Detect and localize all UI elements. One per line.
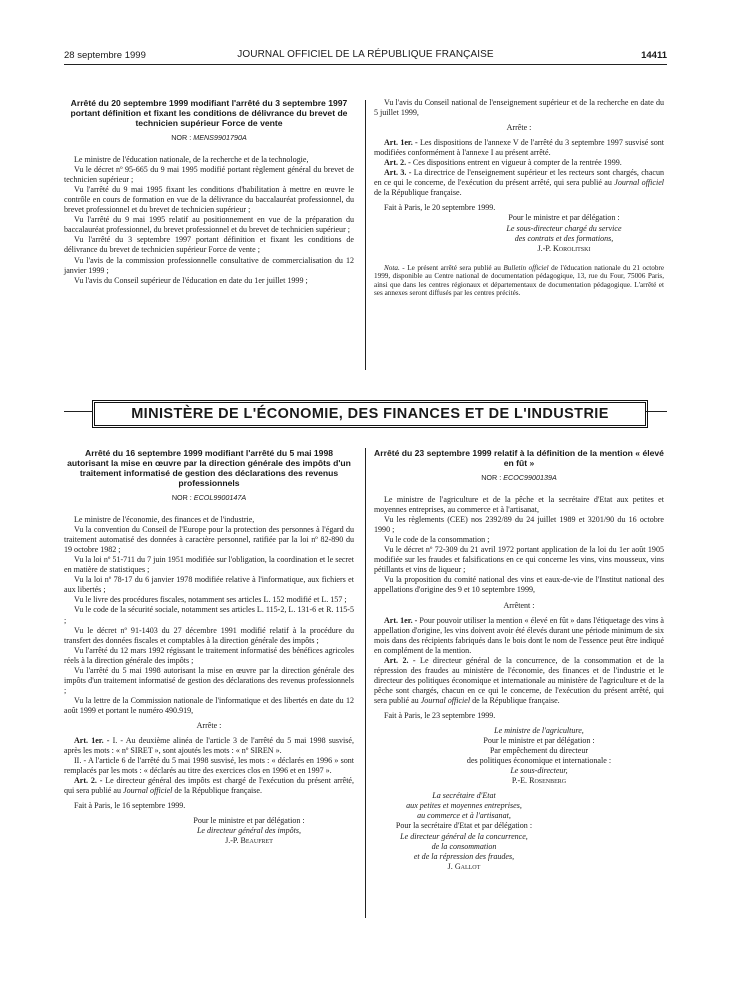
paragraph: Vu la loi nº 78-17 du 6 janvier 1978 modifiée relative à l'informatique, aux fichiers et aux libertés ; xyxy=(64,575,354,595)
bottom-left-column xyxy=(64,448,354,847)
nor-label: NOR : xyxy=(481,473,502,482)
arrete-heading: Arrête : xyxy=(506,123,532,133)
paragraph: Vu l'arrêté du 12 mars 1992 régissant le traitement informatisé des bénéfices agricoles réels à la direction générale des impôts ; xyxy=(64,645,354,665)
paragraph: Vu la convention du Conseil de l'Europe pour la protection des personnes à l'égard du traitement automatisé des données à caractère personnel, ratifiée par la loi nº 82-890 du 19 octobre 1982 ; xyxy=(64,525,354,555)
decree-title: Arrêté du 16 septembre 1999 modifiant l'arrêté du 5 mai 1998 autorisant la mise en œuvre par la direction générale des impôts d'un traitement informatisé de gestion des déclarations des revenus professionnels xyxy=(67,448,351,488)
article-1-section-ii: II. - A l'article 6 de l'arrêté du 5 mai 1998 susvisé, les mots : « déclarés en 1996 » sont remplacés par les mots : « déclarés au titre des exercices clos en 1996 et en 1997 ». xyxy=(64,756,354,776)
article-text: Le directeur général des impôts est chargé de l'exécution du présent arrêté, qui sera publié au xyxy=(64,776,355,796)
paragraph: Vu le livre des procédures fiscales, notamment ses articles L. 152 modifié et L. 157 ; xyxy=(74,595,347,605)
article-label: Art. 3. - xyxy=(384,168,412,178)
journal-name: Journal officiel xyxy=(123,786,173,796)
decree-title: Arrêté du 23 septembre 1999 relatif à la définition de la mention « élevé en fût » xyxy=(374,448,664,468)
paragraph: Vu l'arrêté du 9 mai 1995 relatif au positionnement en vue de la préparation du baccalauréat professionnel, du brevet professionnel et du brevet de technicien supérieur ; xyxy=(64,215,354,235)
signature-line: Le sous-directeur, xyxy=(510,766,568,776)
signature-line: Pour le ministre et par délégation : xyxy=(483,736,595,746)
banner-rule-right xyxy=(645,411,667,412)
nota-text: Le présent arrêté sera publié au xyxy=(407,263,501,272)
article-text: de la République française. xyxy=(374,188,462,198)
paragraph: Le ministre de l'agriculture et de la pêche et la secrétaire d'Etat aux petites et moyennes entreprises, au commerce et à l'artisanat, xyxy=(374,495,664,515)
ministry-banner: MINISTÈRE DE L'ÉCONOMIE, DES FINANCES ET DE L'INDUSTRIE xyxy=(92,400,648,428)
top-right-column xyxy=(374,98,664,298)
paragraph: Vu l'avis du Conseil supérieur de l'éducation en date du 1er juillet 1999 ; xyxy=(74,275,308,285)
article-text: I. - Au deuxième alinéa de l'article 3 de l'arrêté du 5 mai 1998 susvisé, après les mots : « nº SIRET », sont ajoutés les mots : « nº SIREN ». xyxy=(64,736,354,756)
signature-line: Pour le ministre et par délégation : xyxy=(193,816,305,826)
nor-reference xyxy=(64,133,354,143)
article-text: Pour pouvoir utiliser la mention « élevé en fût » dans l'étiquetage des vins à appellation d'origine, les vins doivent avoir été élevés durant une période minimum de six mois dans des récipients fabriqués dans le bois dont le nom de l'essence peut être indiqué en complément de la mention. xyxy=(374,615,664,655)
paragraph: Vu le décret nº 72-309 du 21 avril 1972 portant application de la loi du 1er août 1905 modifiée sur les fraudes et falsifications en ce qui concerne les vins, vins mousseux, vins pétillants et vins de liqueur ; xyxy=(374,545,664,575)
article-label: Art. 1er. - xyxy=(384,615,418,625)
signature-line: et de la répression des fraudes, xyxy=(413,851,515,861)
article-text: de la République française. xyxy=(472,695,560,705)
paragraph: Vu le code de la consommation ; xyxy=(384,535,490,545)
column-divider xyxy=(365,448,366,918)
signature-line: Le directeur général de la concurrence, xyxy=(400,831,528,841)
article-label: Art. 1er. - xyxy=(74,736,110,746)
signature-line: Pour la secrétaire d'Etat et par délégation : xyxy=(395,821,533,831)
paragraph: Le ministre de l'économie, des finances et de l'industrie, xyxy=(74,515,255,525)
paragraph: Vu le décret nº 91-1403 du 27 décembre 1991 modifié relatif à la procédure du transfert des données fiscales et comptables à la direction générale des impôts ; xyxy=(64,625,354,645)
article-1 xyxy=(374,138,664,158)
nota-label: Nota. - xyxy=(384,263,405,272)
paragraph: Vu la loi nº 51-711 du 7 juin 1951 modifiée sur l'obligation, la coordination et le secret en matière de statistiques ; xyxy=(64,555,354,575)
paragraph: Vu les règlements (CEE) nos 2392/89 du 24 juillet 1989 et 3201/90 du 16 octobre 1990 ; xyxy=(374,515,664,535)
article-1 xyxy=(64,736,354,756)
article-label: Art. 2. - xyxy=(384,158,411,168)
header-page-number: 14411 xyxy=(641,50,667,61)
top-left-column xyxy=(64,98,354,286)
signatory-name: J.-P. Korolitski xyxy=(537,243,591,253)
article-1 xyxy=(374,616,664,656)
paragraph: Vu la lettre de la Commission nationale de l'informatique et des libertés en date du 12 août 1999 et portant le numéro 490.919, xyxy=(64,695,354,715)
nor-label: NOR : xyxy=(171,493,192,502)
signature-line: des politiques économique et internationale : xyxy=(466,756,612,766)
nota xyxy=(374,264,664,298)
paragraph: Vu l'arrêté du 9 mai 1995 fixant les conditions d'habilitation à mettre en œuvre le contrôle en cours de formation en vue de la délivrance du baccalauréat professionnel, du brevet professionnel et du brevet de technicien supérieur ; xyxy=(64,185,354,215)
arrete-heading: Arrête : xyxy=(196,720,222,730)
signature-line: aux petites et moyennes entreprises, xyxy=(406,801,522,811)
nor-code: MENS9901790A xyxy=(193,133,247,142)
journal-name: Journal officiel xyxy=(614,178,665,188)
signature-line: La secrétaire d'Etat xyxy=(432,791,496,801)
article-label: Art. 2. - xyxy=(74,776,103,786)
article-text: de la République française. xyxy=(174,786,262,796)
article-text: Le directeur général de la concurrence, de la consommation et de la répression des fraudes au ministère de l'économie, des finances et de l'industrie et le directeur des politiques économique et internationale au ministère de l'agriculture et de la pêche sont chargés, chacun en ce qui le concerne, de l'exécution du présent arrêté, qui sera publié au xyxy=(374,655,665,705)
article-2 xyxy=(64,776,354,796)
article-text: Ces dispositions entrent en vigueur à compter de la rentrée 1999. xyxy=(412,158,622,168)
signature-line: au commerce et à l'artisanat, xyxy=(417,811,511,821)
article-2 xyxy=(374,158,664,168)
article-label: Art. 1er. - xyxy=(384,138,418,148)
signature-line: Le ministre de l'agriculture, xyxy=(494,726,584,736)
article-3 xyxy=(374,168,664,198)
article-text: Les dispositions de l'annexe V de l'arrêté du 3 septembre 1997 susvisé sont modifiées conformément à l'annexe I au présent arrêté. xyxy=(374,138,664,158)
nota-text: de l'éducation nationale du 21 octobre 1999, disponible au Centre national de documentation pédagogique, 13, rue du Four, 75006 Paris, ainsi que dans les centres régionaux et départementaux de documentation pédagogique. L'arrêté et ses annexes seront diffusés par les centres précités. xyxy=(374,263,665,298)
arretent-heading: Arrêtent : xyxy=(503,600,535,610)
paragraph: Vu l'arrêté du 5 mai 1998 autorisant la mise en œuvre par la direction générale des impôts d'un traitement informatisé de gestion des déclarations des revenus professionnels ; xyxy=(64,665,354,695)
paragraph: Vu le code de la sécurité sociale, notamment ses articles L. 115-2, L. 131-6 et R. 115-5 ; xyxy=(64,605,354,625)
paragraph: Vu l'arrêté du 3 septembre 1997 portant définition et fixant les conditions de délivrance du brevet de technicien supérieur Force de vente ; xyxy=(64,235,354,255)
signatory-name: J. Gallot xyxy=(447,861,481,871)
journal-name: Journal officiel xyxy=(420,695,471,705)
paragraph: Vu l'avis du Conseil national de l'enseignement supérieur et de la recherche en date du 5 juillet 1999, xyxy=(374,98,664,118)
paragraph: Vu la proposition du comité national des vins et eaux-de-vie de l'Institut national des appellations d'origine des 9 et 10 septembre 1999, xyxy=(374,575,664,595)
article-2 xyxy=(374,656,664,706)
signature-line: de la consommation xyxy=(431,841,497,851)
signature-line: Le sous-directeur chargé du service xyxy=(506,223,622,233)
signature-line: Pour le ministre et par délégation : xyxy=(508,213,620,223)
header-date: 28 septembre 1999 xyxy=(64,50,146,61)
paragraph: Vu l'avis de la commission professionnelle consultative de commercialisation du 12 janvier 1999 ; xyxy=(64,255,354,275)
nor-reference xyxy=(64,493,354,503)
signatory-name: P.-E. Rosenberg xyxy=(511,776,567,786)
signature-line: Par empêchement du directeur xyxy=(489,746,589,756)
nor-reference xyxy=(374,473,664,483)
signatory-name: J.-P. Beaufret xyxy=(225,836,273,846)
bulletin-name: Bulletin officiel xyxy=(503,263,549,272)
nor-label: NOR : xyxy=(171,133,192,142)
nor-code: ECOL9900147A xyxy=(193,493,247,502)
column-divider xyxy=(365,100,366,370)
article-text: La directrice de l'enseignement supérieur et les recteurs sont chargés, chacun en ce qui le concerne, de l'exécution du présent arrêté, qui sera publié au xyxy=(374,168,665,188)
done-at: Fait à Paris, le 20 septembre 1999. xyxy=(384,203,496,213)
signature-line: des contrats et des formations, xyxy=(514,233,614,243)
decree-title: Arrêté du 20 septembre 1999 modifiant l'arrêté du 3 septembre 1997 portant définition et fixant les conditions de délivrance du brevet de technicien supérieur Force de vente xyxy=(70,98,348,128)
done-at: Fait à Paris, le 16 septembre 1999. xyxy=(74,801,186,811)
paragraph: Vu le décret nº 95-665 du 9 mai 1995 modifié portant règlement général du brevet de technicien supérieur ; xyxy=(64,165,354,185)
bottom-right-column xyxy=(374,448,664,872)
paragraph: Le ministre de l'éducation nationale, de la recherche et de la technologie, xyxy=(74,155,309,165)
article-label: Art. 2. - xyxy=(384,655,416,665)
header-journal-title: JOURNAL OFFICIEL DE LA RÉPUBLIQUE FRANÇAISE xyxy=(237,49,494,60)
page-header xyxy=(64,48,667,65)
nor-code: ECOC9900139A xyxy=(503,473,557,482)
signature-line: Le directeur général des impôts, xyxy=(196,826,302,836)
done-at: Fait à Paris, le 23 septembre 1999. xyxy=(384,710,496,720)
banner-rule-left xyxy=(64,411,92,412)
